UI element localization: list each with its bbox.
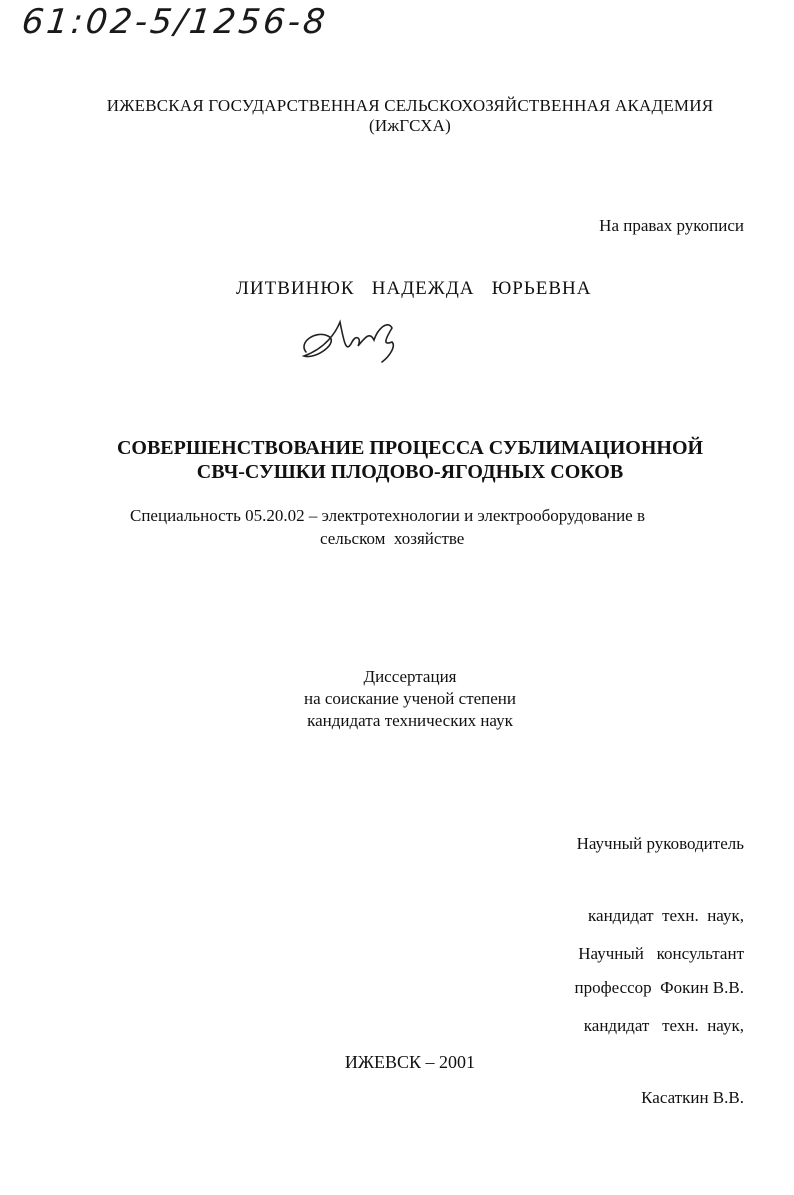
degree-line-1: на соискание ученой степени	[303, 689, 517, 708]
dissertation-title	[60, 436, 760, 484]
specialty-line-1: Специальность 05.20.02 – электротехнологии и электрооборудование в	[130, 506, 646, 525]
supervisor-role: Научный руководитель	[576, 834, 744, 853]
signature	[296, 302, 406, 374]
degree-line-2: кандидата технических наук	[307, 711, 513, 730]
consultant-name: Касаткин В.В.	[641, 1088, 744, 1107]
author-name: ЛИТВИНЮК НАДЕЖДА ЮРЬЕВНА	[236, 278, 592, 299]
consultant-role: Научный консультант	[578, 944, 744, 963]
title-line-2: СВЧ-СУШКИ ПЛОДОВО-ЯГОДНЫХ СОКОВ	[196, 461, 624, 483]
title-line-1: СОВЕРШЕНСТВОВАНИЕ ПРОЦЕССА СУБЛИМАЦИОННОЙ	[116, 437, 704, 459]
specialty-line-2: сельском хозяйстве	[320, 529, 465, 548]
consultant-block	[578, 894, 744, 1134]
consultant-degree: кандидат техн. наук,	[583, 1016, 744, 1035]
organization-abbr: (ИжГСХА)	[368, 116, 451, 135]
dissertation-label: Диссертация	[363, 667, 457, 686]
city-year: ИЖЕВСК – 2001	[344, 1052, 476, 1072]
organization-header	[60, 96, 760, 136]
organization-name: ИЖЕВСКАЯ ГОСУДАРСТВЕННАЯ СЕЛЬСКОХОЗЯЙСТВЕННАЯ АКАДЕМИЯ	[106, 96, 714, 115]
archive-number: 61:02-5/1256-8	[19, 2, 330, 42]
supervisor-degree: кандидат техн. наук,	[588, 906, 744, 925]
supervisor-name: профессор Фокин В.В.	[574, 978, 744, 997]
rights-note: На правах рукописи	[599, 216, 744, 235]
dissertation-degree	[60, 666, 760, 732]
